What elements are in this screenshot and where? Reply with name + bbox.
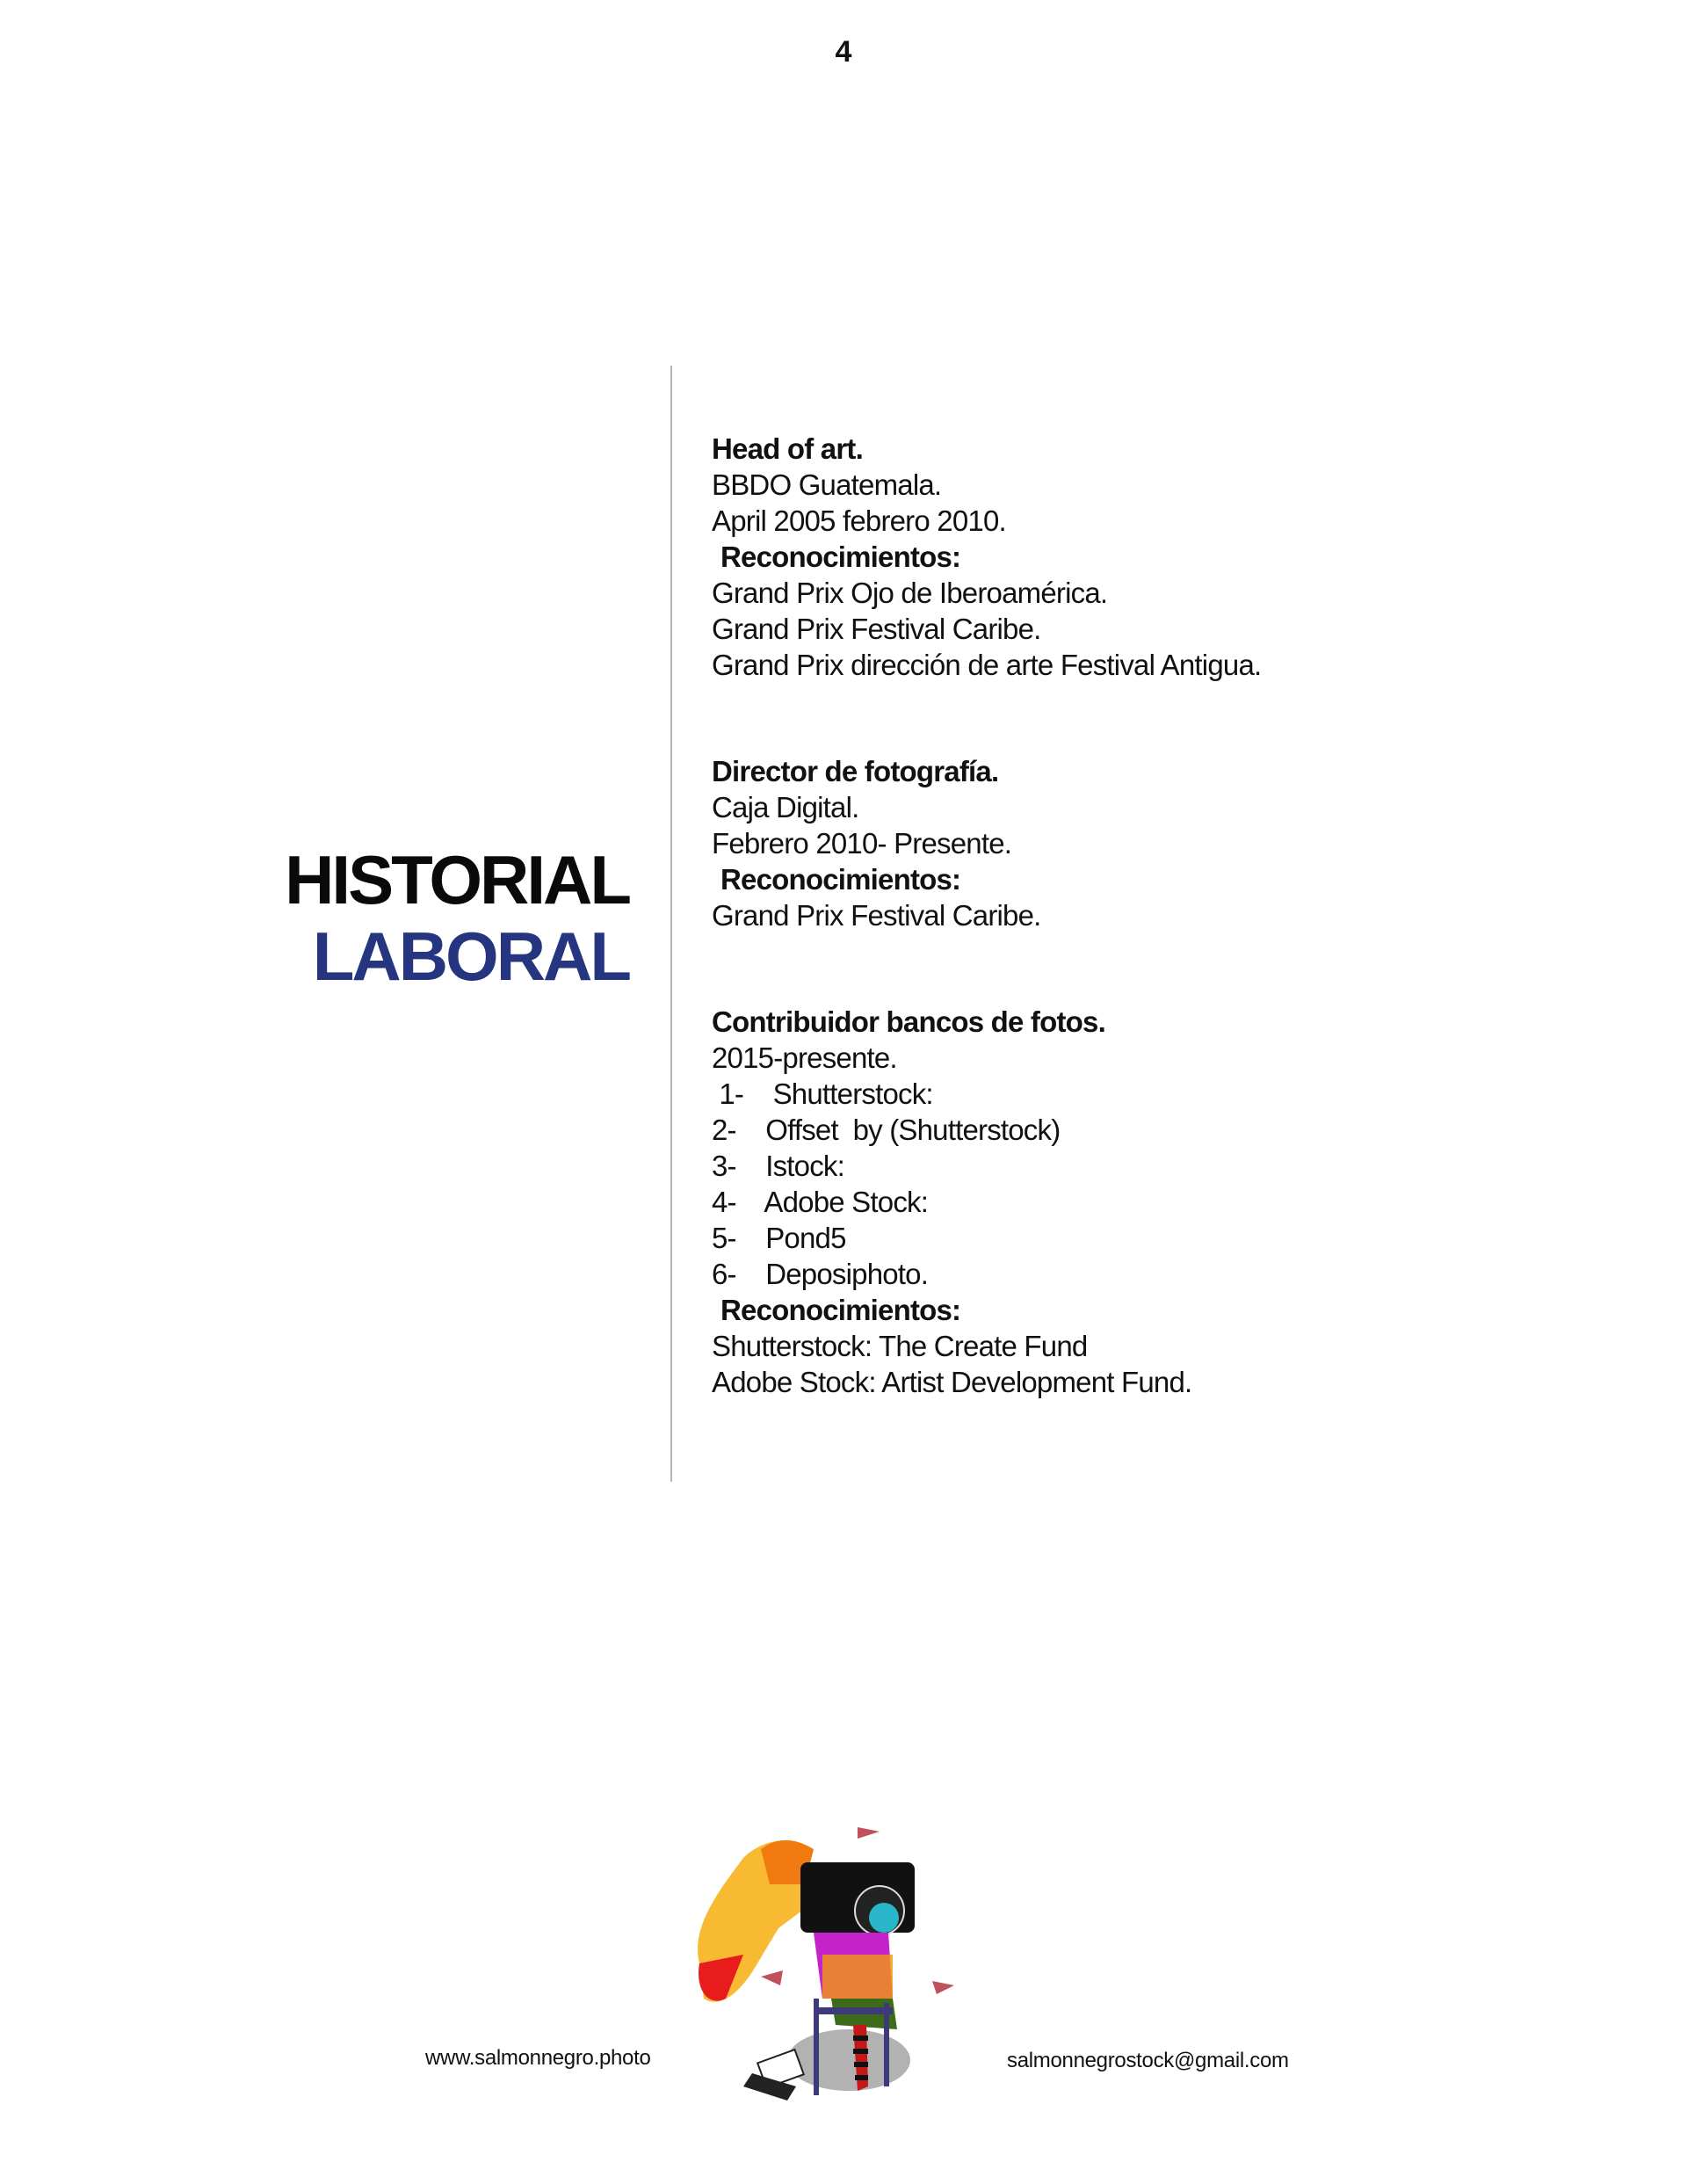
- heading-historial: HISTORIAL: [285, 841, 629, 918]
- heading-laboral: LABORAL: [312, 918, 629, 995]
- job-head-of-art: [712, 431, 1261, 683]
- award-item: Grand Prix Ojo de Iberoamérica.: [712, 577, 1108, 609]
- camera-illustration: [682, 1823, 972, 2101]
- stock-item: 3- Istock:: [712, 1150, 844, 1182]
- website-link[interactable]: www.salmonnegro.photo: [425, 2046, 651, 2070]
- award-item: Adobe Stock: Artist Development Fund.: [712, 1366, 1192, 1398]
- job-title: Director de fotografía.: [712, 755, 999, 787]
- stock-item: 4- Adobe Stock:: [712, 1186, 929, 1218]
- page-number: 4: [835, 35, 852, 69]
- award-item: Grand Prix Festival Caribe.: [712, 899, 1041, 932]
- job-title: Contribuidor bancos de fotos.: [712, 1005, 1105, 1038]
- award-item: Grand Prix dirección de arte Festival Antigua.: [712, 649, 1262, 681]
- job-period: 2015-presente.: [712, 1041, 897, 1074]
- awards-label: Reconocimientos:: [720, 541, 961, 573]
- job-period: April 2005 febrero 2010.: [712, 504, 1006, 537]
- vertical-divider: [670, 366, 672, 1482]
- job-contribuidor: [712, 1004, 1191, 1400]
- stock-item: 6- Deposiphoto.: [712, 1258, 929, 1290]
- award-item: Shutterstock: The Create Fund: [712, 1330, 1088, 1362]
- job-period: Febrero 2010- Presente.: [712, 827, 1012, 860]
- job-title: Head of art.: [712, 432, 863, 465]
- stock-item: 5- Pond5: [712, 1222, 846, 1254]
- award-item: Grand Prix Festival Caribe.: [712, 613, 1041, 645]
- stock-item: 2- Offset by (Shutterstock): [712, 1114, 1061, 1146]
- awards-label: Reconocimientos:: [720, 863, 961, 896]
- stock-item: 1- Shutterstock:: [712, 1077, 933, 1110]
- awards-label: Reconocimientos:: [720, 1294, 961, 1326]
- email-link[interactable]: salmonnegrostock@gmail.com: [1007, 2049, 1289, 2072]
- job-director-fotografia: [712, 753, 1041, 933]
- job-company: BBDO Guatemala.: [712, 468, 942, 501]
- job-company: Caja Digital.: [712, 791, 859, 824]
